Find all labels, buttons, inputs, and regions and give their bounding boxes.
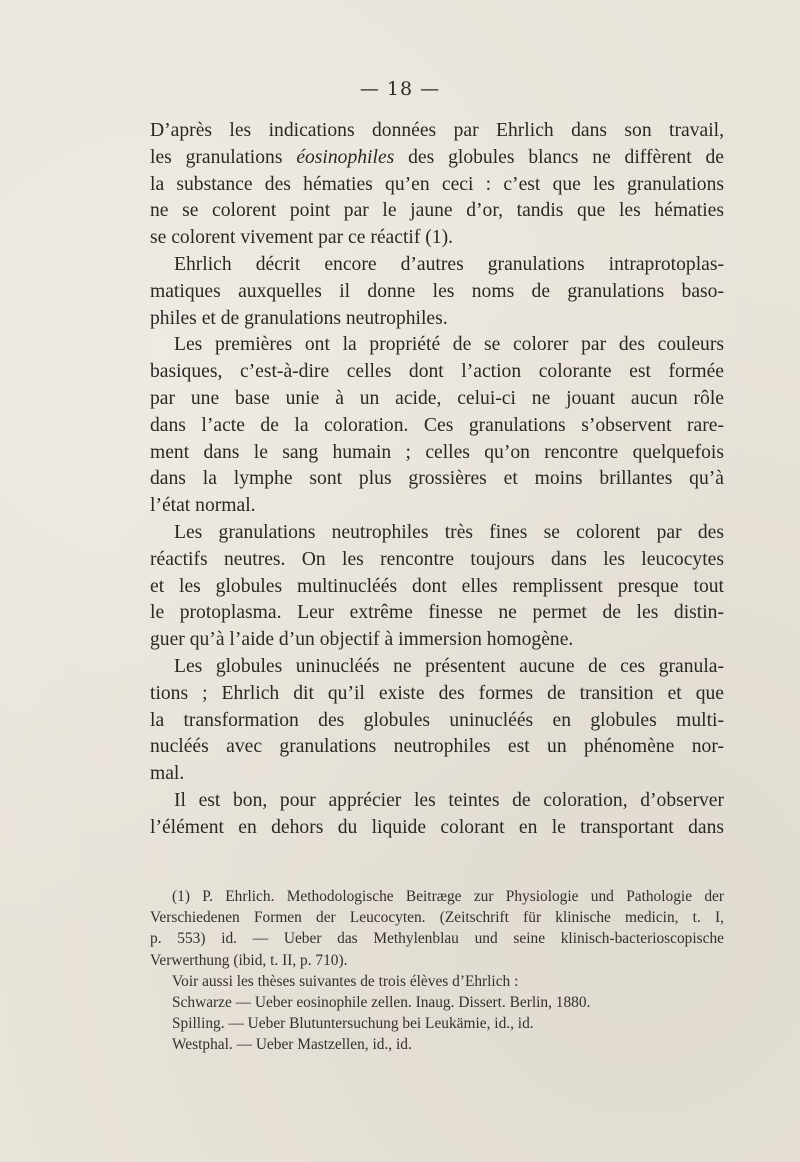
body-line-eosinophiles — [150, 145, 724, 172]
footnote-line: Spilling. — Ueber Blutuntersuchung bei Leukämie, id., id. — [172, 1015, 534, 1033]
body-line: Il est bon, pour apprécier les teintes de coloration, d’observer — [174, 789, 724, 811]
footnote-line: Verwerthung (ibid, t. II, p. 710). — [150, 951, 348, 969]
body-line: ne se colorent point par le jaune d’or, tandis que les hématies — [150, 200, 724, 222]
body-line: Les globules uninucléés ne présentent aucune de ces granula- — [174, 655, 724, 677]
footnote-line: Voir aussi les thèses suivantes de trois élèves d’Ehrlich : — [172, 972, 519, 990]
body-line: la substance des hématies qu’en ceci : c’est que les granulations — [150, 173, 724, 195]
body-line: se colorent vivement par ce réactif (1). — [150, 227, 454, 249]
body-line: la transformation des globules uninucléés en globules multi- — [150, 709, 724, 731]
body-line: dans la lymphe sont plus grossières et moins brillantes qu’à — [150, 468, 724, 490]
body-line: Les granulations neutrophiles très fines se colorent par des — [174, 521, 724, 543]
body-line: D’après les indications données par Ehrlich dans son travail, — [150, 120, 724, 141]
footnote-line: p. 553) id. — Ueber das Methylenblau und seine klinisch-bacterioscopische — [150, 930, 724, 948]
body-line: l’état normal. — [150, 495, 256, 517]
body-line: par une base unie à un acide, celui-ci ne jouant aucun rôle — [150, 387, 724, 409]
body-line: tions ; Ehrlich dit qu’il existe des formes de transition et que — [150, 682, 724, 704]
footnote-line: Schwarze — Ueber eosinophile zellen. Inaug. Dissert. Berlin, 1880. — [172, 993, 591, 1011]
body-line: Les premières ont la propriété de se colorer par des couleurs — [174, 334, 724, 356]
body-line: matiques auxquelles il donne les noms de granulations baso- — [150, 280, 724, 302]
body-line: nucléés avec granulations neutrophiles est un phénomène nor- — [150, 736, 724, 758]
body-text — [150, 118, 724, 842]
body-line: et les globules multinucléés dont elles remplissent presque tout — [150, 575, 724, 597]
body-line-end: des globules blancs ne diffèrent de — [408, 146, 724, 168]
body-line: basiques, c’est-à-dire celles dont l’action colorante est formée — [150, 361, 724, 383]
footnote-line: (1) P. Ehrlich. Methodologische Beitræge zur Physiologie und Pathologie der — [172, 888, 724, 905]
body-line: l’élément en dehors du liquide colorant en le transportant dans — [150, 816, 724, 838]
body-line: guer qu’à l’aide d’un objectif à immersion homogène. — [150, 629, 574, 651]
body-line: philes et de granulations neutrophiles. — [150, 307, 448, 329]
page-number: — 18 — — [359, 78, 441, 100]
footnotes — [150, 886, 724, 1056]
footnote-line: Verschiedenen Formen der Leucocyten. (Zeitschrift für klinische medicin, t. I, — [150, 909, 724, 927]
body-line: le protoplasma. Leur extrême finesse ne permet de les distin- — [150, 602, 724, 624]
footnote-line: Westphal. — Ueber Mastzellen, id., id. — [172, 1036, 412, 1054]
body-line: mal. — [150, 763, 185, 785]
body-line: Ehrlich décrit encore d’autres granulations intraprotoplas- — [174, 253, 724, 275]
body-line: dans l’acte de la coloration. Ces granulations s’observent rare- — [150, 414, 724, 436]
term-eosinophiles: éosinophiles — [296, 146, 395, 168]
body-line: ment dans le sang humain ; celles qu’on rencontre quelquefois — [150, 441, 724, 463]
body-line: réactifs neutres. On les rencontre toujours dans les leucocytes — [150, 548, 724, 570]
body-line-start: les granulations — [150, 146, 283, 168]
